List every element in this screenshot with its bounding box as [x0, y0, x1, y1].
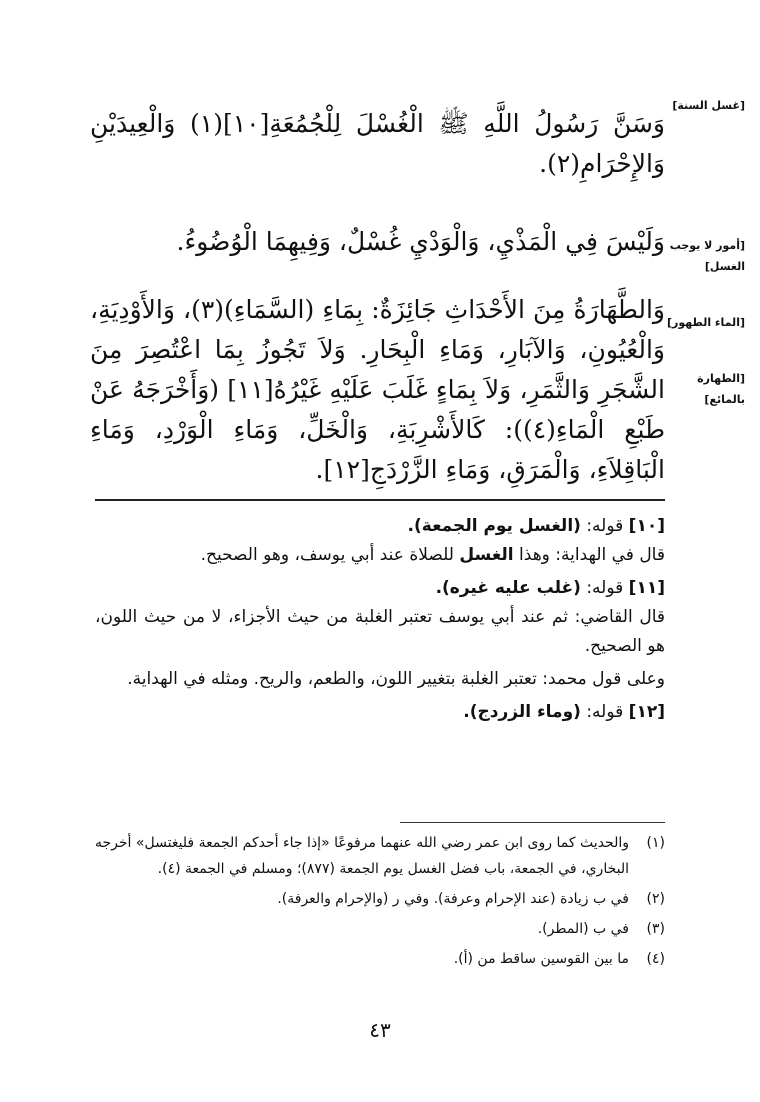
commentary-body: قال القاضي: ثم عند أبي يوسف تعتبر الغلبة من حيث الأجزاء، لا من حيث اللون، هو الصحيح.	[95, 607, 665, 656]
commentary-text: قال في الهداية: وهذا	[513, 545, 665, 565]
main-paragraph-3	[90, 290, 665, 490]
commentary-heading	[95, 512, 665, 541]
main-text-2: وَلَيْسَ فِي الْمَذْيِ، وَالْوَدْيِ غُسْلٌ، وَفِيهِمَا الْوُضُوءُ.	[176, 227, 665, 256]
sidenote-sunnah-ghusl: [غسل السنة]	[672, 99, 745, 112]
commentary-quote: (غلب عليه غيره).	[435, 578, 581, 598]
commentary-entry-11	[95, 574, 665, 694]
main-paragraph-2	[90, 222, 665, 262]
main-divider	[95, 499, 665, 501]
commentary-body: وعلى قول محمد: تعتبر الغلبة بتغيير اللون، والطعم، والريح. ومثله في الهداية.	[127, 669, 665, 689]
footnote-4	[95, 946, 665, 972]
footnote-2	[95, 886, 665, 912]
footnote-number: (٤)	[646, 951, 665, 967]
footnote-text: في ب زيادة (عند الإحرام وعرفة). وفي ر (والإحرام والعرفة).	[277, 891, 629, 907]
footnote-number: (٢)	[646, 891, 665, 907]
commentary-text: للصلاة عند أبي يوسف، وهو الصحيح.	[200, 545, 460, 565]
sidenote-no-ghusl: [أمور لا يوجب الغسل]	[669, 239, 745, 273]
commentary-number: [١٠]	[628, 516, 665, 536]
commentary-label: قوله:	[586, 578, 624, 598]
footnote-1	[95, 830, 665, 882]
commentary-number: [١٢]	[628, 702, 665, 722]
footnote-text: والحديث كما روى ابن عمر رضي الله عنهما مرفوعًا «إذا جاء أحدكم الجمعة فليغتسل» أخرجه البخاري، في الجمعة، باب فضل الغسل يوم الجمعة (٨٧٧)؛ ومسلم في الجمعة (٤).	[95, 835, 629, 877]
footnote-number: (٣)	[646, 921, 665, 937]
sidenote-liquid-purification: [الطهارة بالمائع]	[697, 372, 745, 406]
footnotes	[95, 830, 665, 976]
commentary-bold-term: الغسل	[459, 545, 514, 565]
footnote-number: (١)	[646, 835, 665, 851]
commentary-label: قوله:	[586, 702, 624, 722]
main-text-3: وَالطَّهَارَةُ مِنَ الأَحْدَاثِ جَائِزَةٌ: بِمَاءِ (السَّمَاءِ)(٣)، وَالأَوْدِيَةِ، وَالْعُيُونِ، وَالآبَارِ، وَمَاءِ الْبِحَارِ. وَلاَ تَجُوزُ بِمَا اعْتُصِرَ مِنَ الشَّجَرِ وَالثَّمَرِ، وَلاَ بِمَاءٍ غَلَبَ عَلَيْهِ غَيْرُهُ[١١] (وَأَخْرَجَهُ عَنْ طَبْعِ الْمَاءِ(٤)): كَالأَشْرِبَةِ، وَالْخَلِّ، وَمَاءِ الْوَرْدِ، وَمَاءِ الْبَاقِلاَءِ، وَالْمَرَقِ، وَمَاءِ الزَّرْدَجِ[١٢].	[90, 295, 666, 484]
commentary-label: قوله:	[586, 516, 624, 536]
commentary-heading	[95, 574, 665, 603]
commentary-entry-10	[95, 512, 665, 570]
page-number: ٤٣	[369, 1018, 391, 1042]
sidenote-pure-water: [الماء الطهور]	[666, 316, 745, 329]
commentary-number: [١١]	[628, 578, 665, 598]
commentary-quote: (الغسل يوم الجمعة).	[407, 516, 581, 536]
main-paragraph-1	[90, 104, 665, 184]
main-text-1: وَسَنَّ رَسُولُ اللَّهِ ﷺ الْغُسْلَ لِلْجُمُعَةِ[١٠](١) وَالْعِيدَيْنِ وَالإِحْرَامِ(٢).	[90, 109, 665, 178]
footnote-3	[95, 916, 665, 942]
commentary-entry-12	[95, 698, 665, 727]
footnote-text: ما بين القوسين ساقط من (أ).	[453, 951, 629, 967]
commentary-heading	[95, 698, 665, 727]
commentary-section	[95, 512, 665, 731]
footnote-divider	[400, 822, 665, 823]
commentary-quote: (وماء الزردج).	[463, 702, 581, 722]
footnote-text: في ب (المطر).	[537, 921, 629, 937]
commentary-body	[95, 541, 665, 570]
